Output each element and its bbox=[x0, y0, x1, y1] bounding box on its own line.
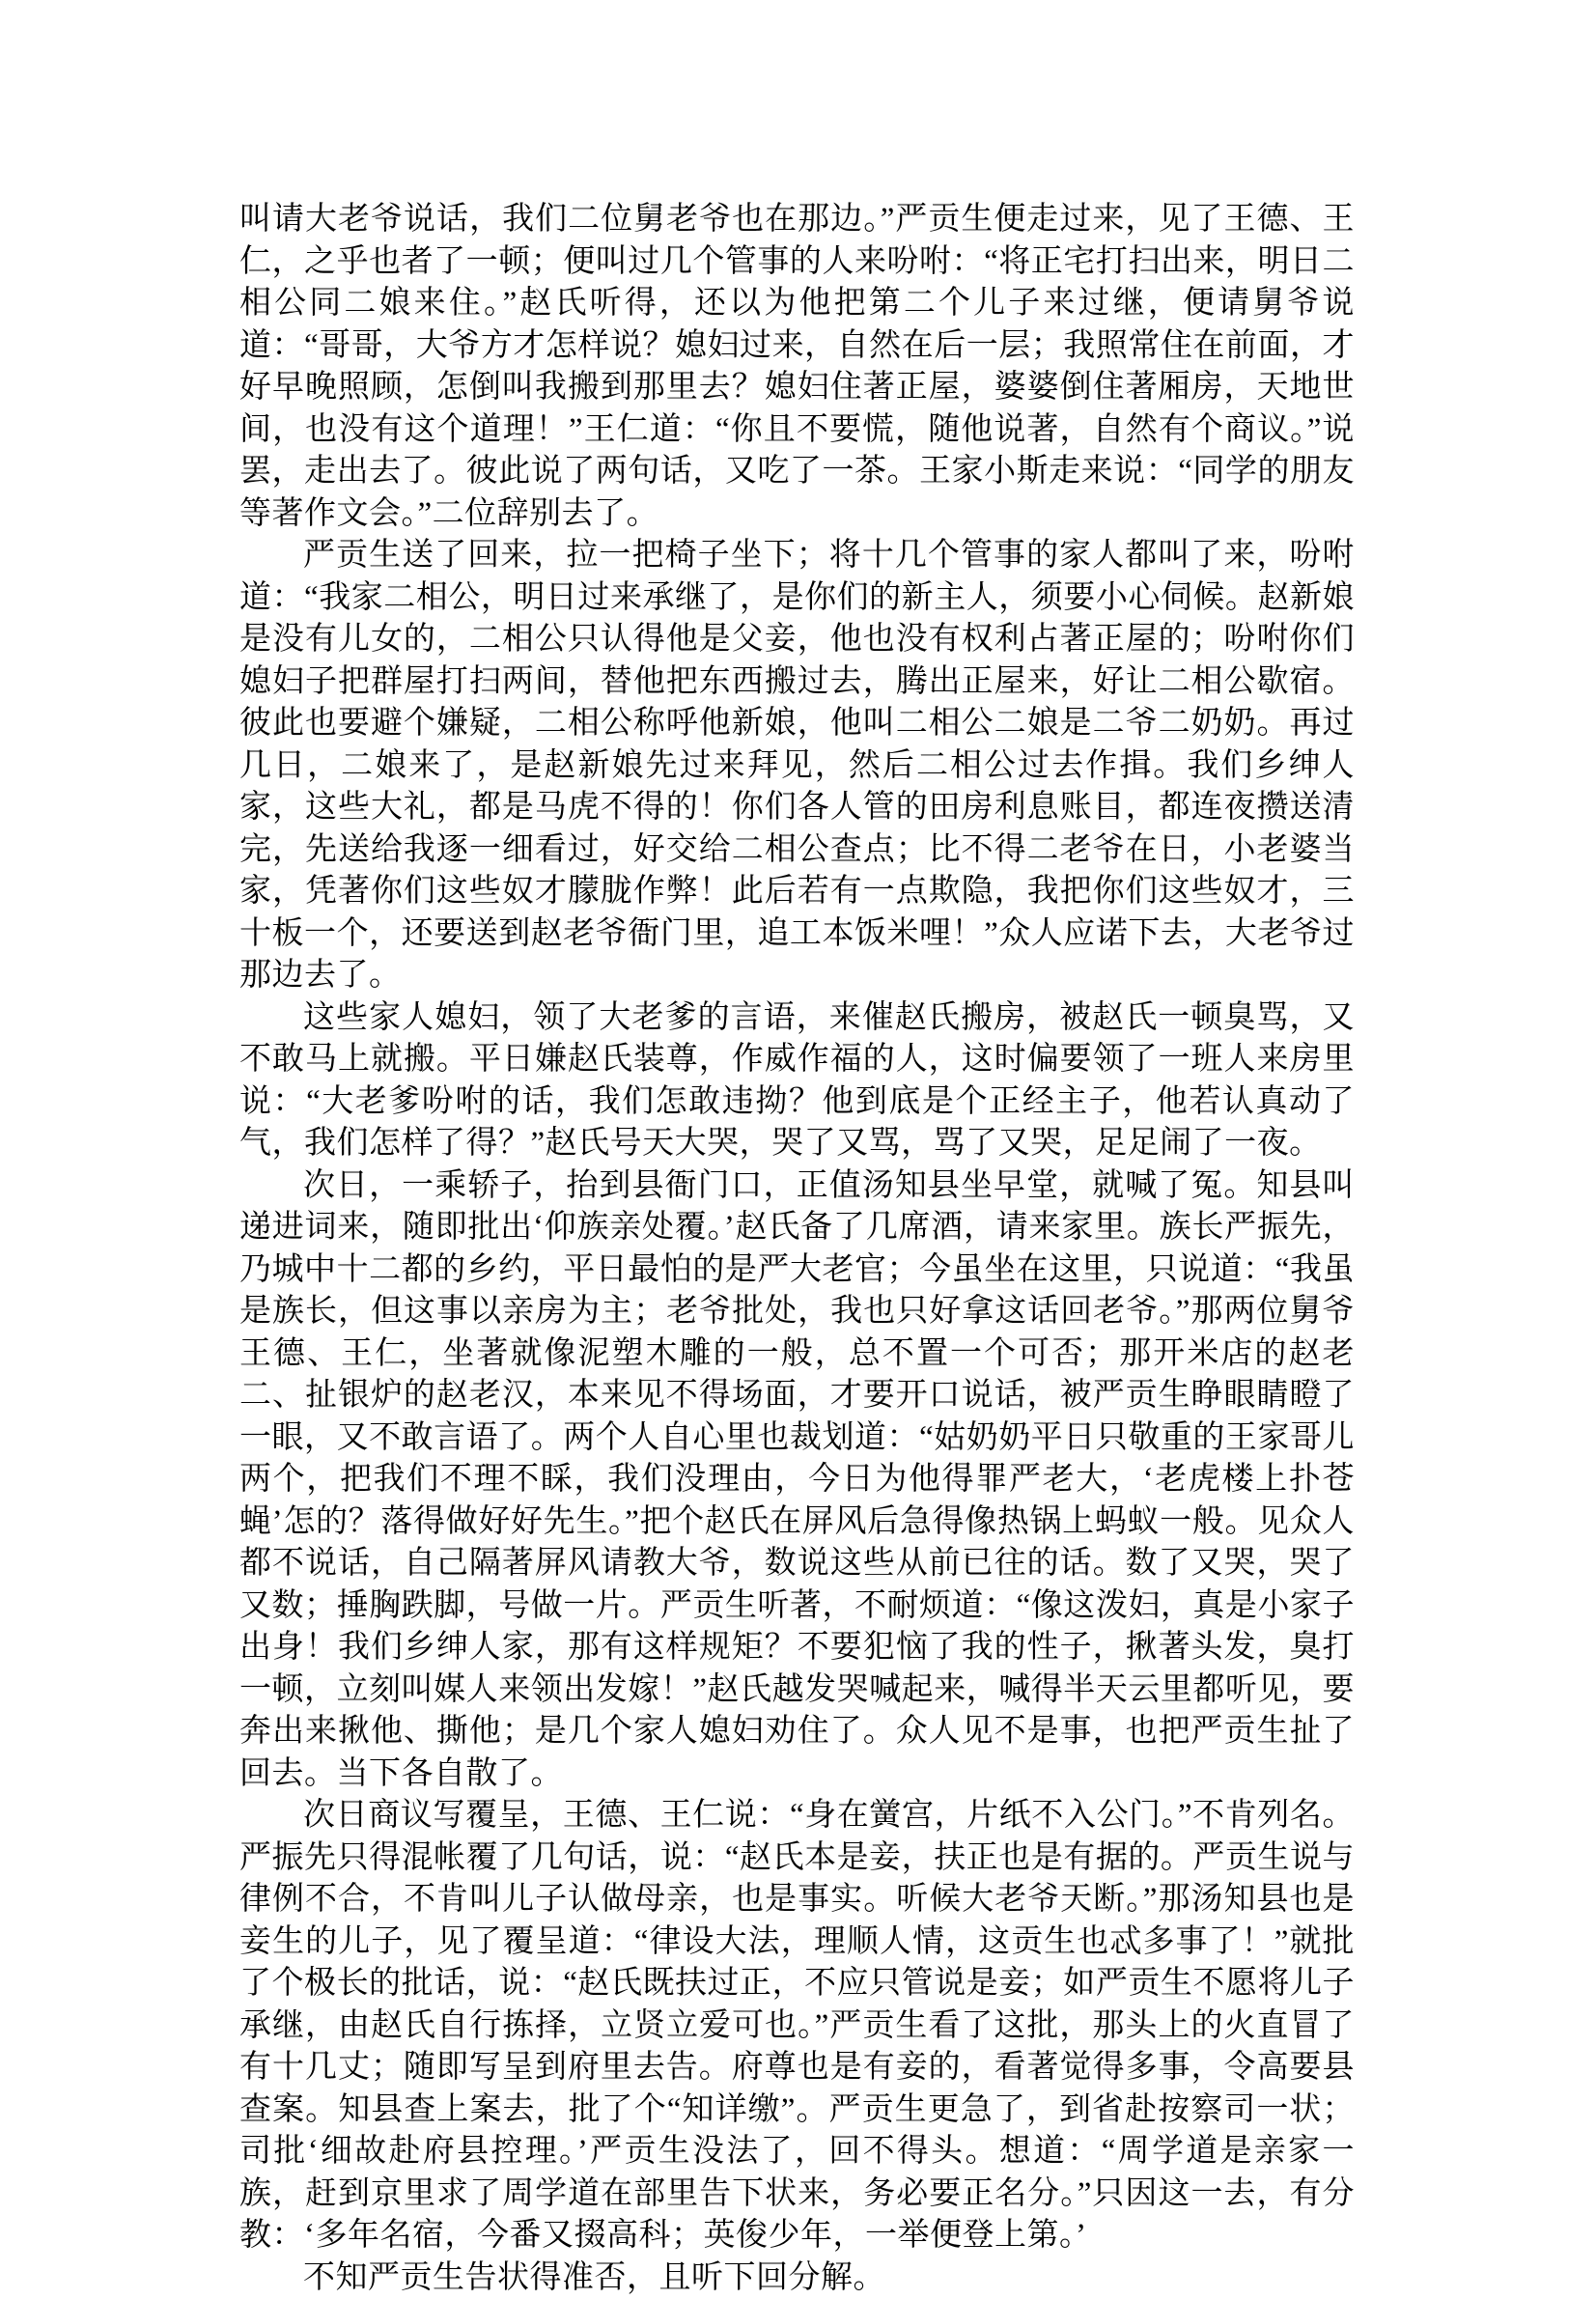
paragraph: 严贡生送了回来，拉一把椅子坐下；将十几个管事的家人都叫了来，吩咐道：“我家二相公，明日过来承继了，是你们的新主人，须要小心伺候。赵新娘是没有儿女的，二相公只认得他是父妾，他也没有权利占著正屋的；吩咐你们媳妇子把群屋打扫两间，替他把东西搬过去，腾出正屋来，好让二相公歇宿。彼此也要避个嫌疑，二相公称呼他新娘，他叫二相公二娘是二爷二奶奶。再过几日，二娘来了，是赵新娘先过来拜见，然后二相公过去作揖。我们乡绅人家，这些大礼，都是马虎不得的！你们各人管的田房利息账目，都连夜攒送清完，先送给我逐一细看过，好交给二相公查点；比不得二老爷在日，小老婆当家，凭著你们这些奴才朦胧作弊！此后若有一点欺隐，我把你们这些奴才，三十板一个，还要送到赵老爷衙门里，追工本饭米哩！”众人应诺下去，大老爷过那边去了。 bbox=[239, 535, 1355, 997]
paragraph: 叫请大老爷说话，我们二位舅老爷也在那边。”严贡生便走过来，见了王德、王仁，之乎也者了一顿；便叫过几个管事的人来吩咐：“将正宅打扫出来，明日二相公同二娘来住。”赵氏听得，还以为他把第二个儿子来过继，便请舅爷说道：“哥哥，大爷方才怎样说？媳妇过来，自然在后一层；我照常住在前面，才好早晚照顾，怎倒叫我搬到那里去？媳妇住著正屋，婆婆倒住著厢房，天地世间，也没有这个道理！”王仁道：“你且不要慌，随他说著，自然有个商议。”说罢，走出去了。彼此说了两句话，又吃了一茶。王家小斯走来说：“同学的朋友等著作文会。”二位辞别去了。 bbox=[239, 199, 1355, 535]
text-block bbox=[239, 199, 1355, 2299]
paragraph: 次日商议写覆呈，王德、王仁说：“身在黉宫，片纸不入公门。”不肯列名。严振先只得混帐覆了几句话，说：“赵氏本是妾，扶正也是有据的。严贡生说与律例不合，不肯叫儿子认做母亲，也是事实。听候大老爷天断。”那汤知县也是妾生的儿子，见了覆呈道：“律设大法，理顺人情，这贡生也忒多事了！”就批了个极长的批话，说：“赵氏既扶过正，不应只管说是妾；如严贡生不愿将儿子承继，由赵氏自行拣择，立贤立爱可也。”严贡生看了这批，那头上的火直冒了有十几丈；随即写呈到府里去告。府尊也是有妾的，看著觉得多事，令高要县查案。知县查上案去，批了个“知详缴”。严贡生更急了，到省赴按察司一状；司批‘细故赴府县控理。’严贡生没法了，回不得头。想道：“周学道是亲家一族，赶到京里求了周学道在部里告下状来，务必要正名分。”只因这一去，有分教：‘多年名宿，今番又掇高科；英俊少年，一举便登上第。’ bbox=[239, 1795, 1355, 2257]
paragraph: 次日，一乘轿子，抬到县衙门口，正值汤知县坐早堂，就喊了冤。知县叫递进词来，随即批出‘仰族亲处覆。’赵氏备了几席酒，请来家里。族长严振先，乃城中十二都的乡约，平日最怕的是严大老官；今虽坐在这里，只说道：“我虽是族长，但这事以亲房为主；老爷批处，我也只好拿这话回老爷。”那两位舅爷王德、王仁，坐著就像泥塑木雕的一般，总不置一个可否；那开米店的赵老二、扯银炉的赵老汉，本来见不得场面，才要开口说话，被严贡生睁眼睛瞪了一眼，又不敢言语了。两个人自心里也裁划道：“姑奶奶平日只敬重的王家哥儿两个，把我们不理不睬，我们没理由，今日为他得罪严老大，‘老虎楼上扑苍蝇’怎的？落得做好好先生。”把个赵氏在屏风后急得像热锅上蚂蚁一般。见众人都不说话，自己隔著屏风请教大爷，数说这些从前已往的话。数了又哭，哭了又数；捶胸跌脚，号做一片。严贡生听著，不耐烦道：“像这泼妇，真是小家子出身！我们乡绅人家，那有这样规矩？不要犯恼了我的性子，揪著头发，臭打一顿，立刻叫媒人来领出发嫁！”赵氏越发哭喊起来，喊得半天云里都听见，要奔出来揪他、撕他；是几个家人媳妇劝住了。众人见不是事，也把严贡生扯了回去。当下各自散了。 bbox=[239, 1165, 1355, 1796]
paragraph: 不知严贡生告状得准否，且听下回分解。 bbox=[239, 2257, 1355, 2299]
paragraph: 这些家人媳妇，领了大老爹的言语，来催赵氏搬房，被赵氏一顿臭骂，又不敢马上就搬。平日嫌赵氏装尊，作威作福的人，这时偏要领了一班人来房里说：“大老爹吩咐的话，我们怎敢违拗？他到底是个正经主子，他若认真动了气，我们怎样了得？”赵氏号天大哭，哭了又骂，骂了又哭，足足闹了一夜。 bbox=[239, 997, 1355, 1165]
